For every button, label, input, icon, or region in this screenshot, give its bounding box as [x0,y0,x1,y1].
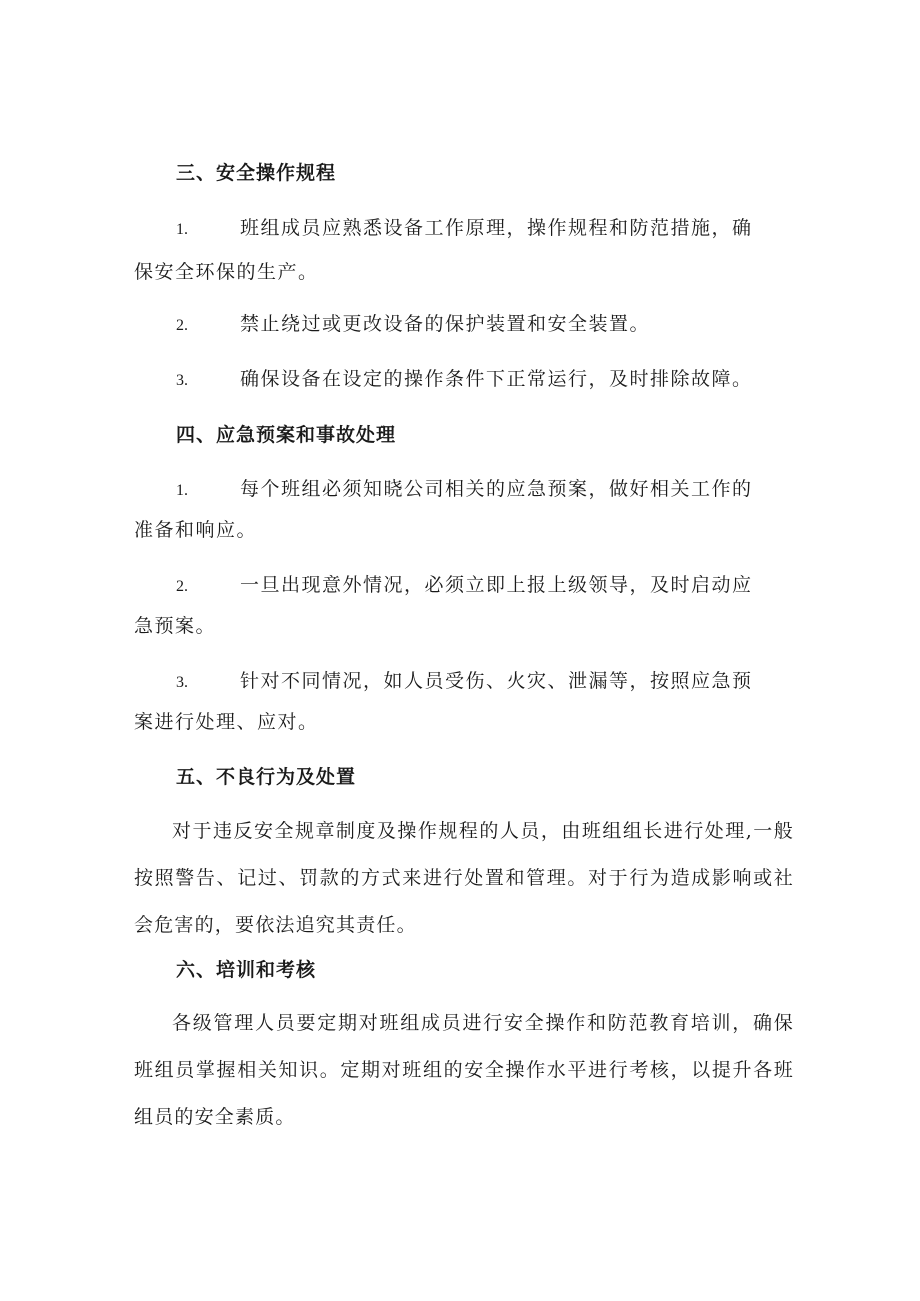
section-5-paragraph: 对于违反安全规章制度及操作规程的人员，由班组组长进行处理,一般按照警告、记过、罚款的方式来进行处置和管理。对于行为造成影响或社会危害的，要依法追究其责任。 [134,820,794,936]
section-3-item-1-line-1: 班组成员应熟悉设备工作原理，操作规程和防范措施，确 [240,217,753,239]
section-4-item-3-line-1: 针对不同情况，如人员受伤、火灾、泄漏等，按照应急预 [240,670,753,692]
section-4-item-1-line-2: 准备和响应。 [134,519,258,541]
section-4-item-1-line-1: 每个班组必须知晓公司相关的应急预案，做好相关工作的 [240,478,753,500]
section-4-item-2-line-2: 急预案。 [134,615,217,637]
section-3-item-1-line-2: 保安全环保的生产。 [134,261,319,283]
section-3-item-2-line-1: 禁止绕过或更改设备的保护装置和安全装置。 [240,313,651,335]
section-6-paragraph: 各级管理人员要定期对班组成员进行安全操作和防范教育培训，确保班组员掌握相关知识。定期对班组的安全操作水平进行考核，以提升各班组员的安全素质。 [134,1012,794,1128]
section-4-item-2-number: 2. [176,578,188,595]
section-5-heading: 五、不良行为及处置 [176,766,357,788]
section-6-heading: 六、培训和考核 [176,959,317,981]
section-4-item-2-line-1: 一旦出现意外情况，必须立即上报上级领导，及时启动应 [240,574,753,596]
section-4-item-3-number: 3. [176,674,188,691]
section-3-item-2-number: 2. [176,317,188,334]
section-3-heading: 三、安全操作规程 [176,162,337,184]
section-3-item-1-number: 1. [176,221,188,238]
section-3-item-3-number: 3. [176,372,188,389]
section-4-item-3-line-2: 案进行处理、应对。 [134,711,319,733]
section-4-heading: 四、应急预案和事故处理 [176,424,397,446]
section-3-item-3-line-1: 确保设备在设定的操作条件下正常运行，及时排除故障。 [240,368,753,390]
section-4-item-1-number: 1. [176,482,188,499]
